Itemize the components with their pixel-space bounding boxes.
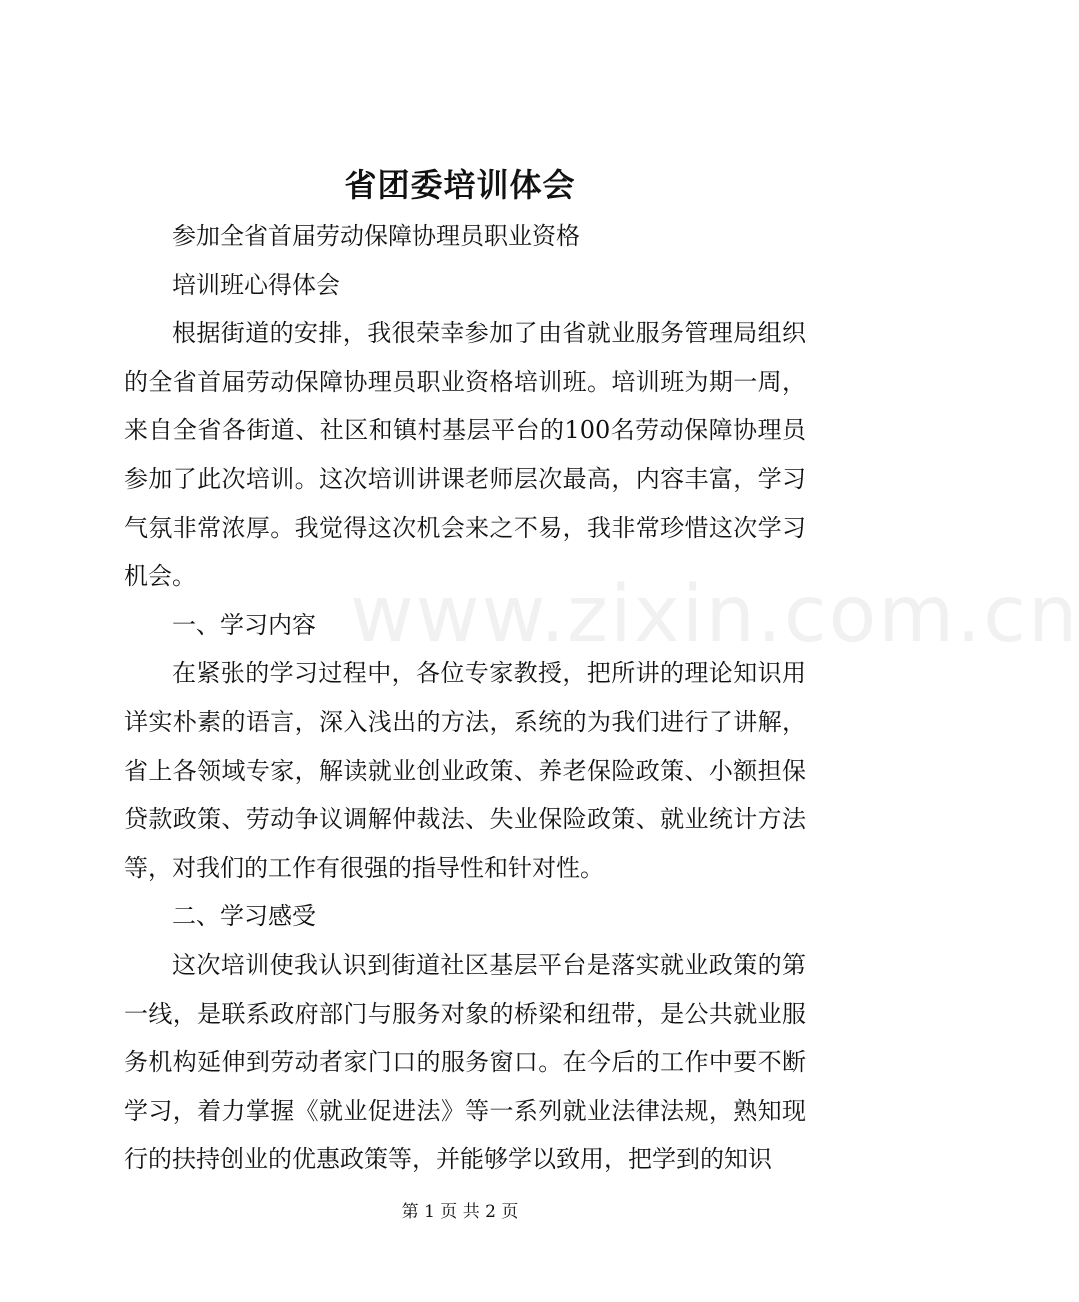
watermark: www.zixin.com.cn bbox=[350, 570, 1079, 660]
paragraph-subtitle-line-2: 培训班心得体会 bbox=[172, 270, 340, 299]
document-title: 省团委培训体会 bbox=[344, 166, 576, 204]
section-heading-learning-feelings: 二、学习感受 bbox=[172, 902, 316, 931]
paragraph-learning-content: 在紧张的学习过程中，各位专家教授，把所讲的理论知识用详实朴素的语言，深入浅出的方法，系统的为我们进行了讲解，省上各领域专家，解读就业创业政策、养老保险政策、小额担保贷款政策、劳动争议调解仲裁法、失业保险政策、就业统计方法等，对我们的工作有很强的指导性和针对性。 bbox=[124, 659, 806, 882]
paragraph-intro: 根据街道的安排，我很荣幸参加了由省就业服务管理局组织的全省首届劳动保障协理员职业资格培训班。培训班为期一周，来自全省各街道、社区和镇村基层平台的100名劳动保障协理员参加了此次培训。这次培训讲课老师层次最高，内容丰富，学习气氛非常浓厚。我觉得这次机会来之不易，我非常珍惜这次学习机会。 bbox=[124, 319, 806, 591]
paragraph-learning-feelings: 这次培训使我认识到街道社区基层平台是落实就业政策的第一线，是联系政府部门与服务对象的桥梁和纽带，是公共就业服务机构延伸到劳动者家门口的服务窗口。在今后的工作中要不断学习，着力掌握《就业促进法》等一系列就业法律法规，熟知现行的扶持创业的优惠政策等，并能够学以致用，把学到的知识 bbox=[124, 950, 806, 1174]
page-footer: 第 1 页 共 2 页 bbox=[401, 1202, 519, 1222]
paragraph-subtitle-line-1: 参加全省首届劳动保障协理员职业资格 bbox=[172, 222, 580, 250]
section-heading-learning-content: 一、学习内容 bbox=[172, 610, 316, 639]
document-body bbox=[124, 212, 806, 1184]
